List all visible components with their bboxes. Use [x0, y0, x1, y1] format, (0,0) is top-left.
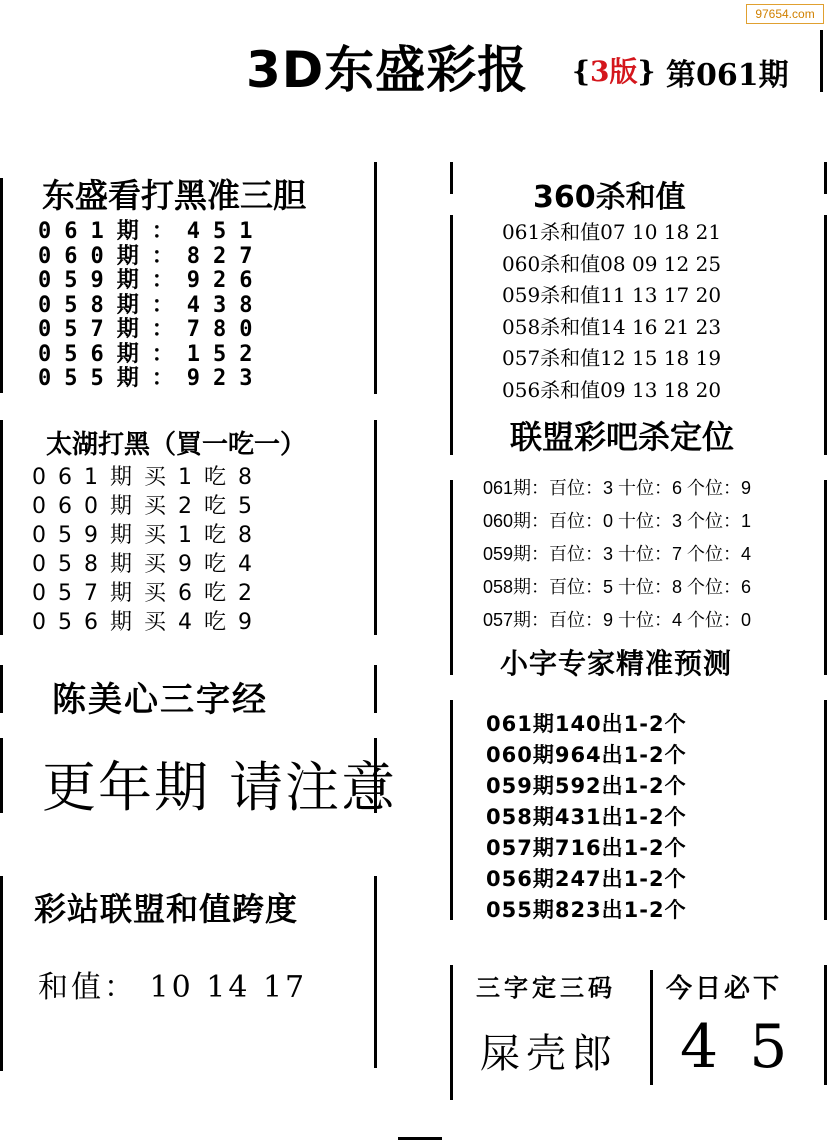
- caizhan-value: 和值： 10 14 17: [38, 970, 308, 1005]
- taihu-row: 059期买1吃8: [32, 523, 264, 548]
- xiaozi-row: 058期431出1-2个: [486, 805, 687, 829]
- divider: [374, 876, 377, 1068]
- xiaozi-row: 061期140出1-2个: [486, 712, 687, 736]
- xiaozi-row: 057期716出1-2个: [486, 836, 687, 860]
- dongsheng-row: 056期：152: [38, 341, 266, 367]
- divider: [0, 178, 3, 393]
- alliance-kill-row: 060期：百位：0 十位：3 个位：1: [483, 511, 752, 531]
- divider: [450, 215, 453, 455]
- chen-notice: 更年期 请注意: [42, 756, 398, 819]
- divider: [820, 30, 823, 92]
- divider: [374, 420, 377, 635]
- divider: [0, 665, 3, 713]
- divider: [0, 420, 3, 635]
- chen-title: 陈美心三字经: [52, 680, 268, 720]
- edition-label: 3版: [590, 55, 638, 88]
- kill-sum-row: 058杀和值14 16 21 23: [502, 314, 722, 339]
- alliance-kill-row: 057期：百位：9 十位：4 个位：0: [483, 610, 752, 630]
- taihu-row: 056期买4吃9: [32, 610, 264, 635]
- divider: [450, 700, 453, 920]
- kill-sum-row: 060杀和值08 09 12 25: [502, 251, 722, 276]
- alliance-kill-title: 联盟彩吧杀定位: [510, 418, 735, 456]
- xiaozi-title: 小字专家精准预测: [500, 647, 733, 680]
- sanzi-value: 屎壳郎: [480, 1031, 618, 1077]
- dongsheng-row: 059期：926: [38, 268, 266, 293]
- xiaozi-row: 055期823出1-2个: [486, 898, 687, 922]
- divider: [650, 970, 653, 1085]
- alliance-kill-row: 058期：百位：5 十位：8 个位：6: [483, 577, 752, 597]
- watermark: 97654.com: [746, 4, 824, 24]
- divider: [398, 1137, 442, 1140]
- divider: [0, 738, 3, 813]
- xiaozi-row: 060期964出1-2个: [486, 743, 687, 767]
- alliance-kill-row: 059期：百位：3 十位：7 个位：4: [483, 544, 752, 564]
- edition-open: {: [572, 55, 591, 88]
- kill-sum-row: 059杀和值11 13 17 20: [502, 283, 722, 307]
- kill-sum-row: 056杀和值09 13 18 20: [502, 377, 722, 402]
- divider: [374, 665, 377, 713]
- kill-sum-row: 057杀和值12 15 18 19: [502, 346, 722, 370]
- issue-number: 第061期: [666, 58, 789, 93]
- dongsheng-row: 061期：451: [38, 219, 266, 244]
- divider: [450, 480, 453, 675]
- xiaozi-row: 059期592出1-2个: [486, 774, 687, 798]
- taihu-row: 058期买9吃4: [32, 552, 264, 577]
- divider: [450, 162, 453, 194]
- edition-badge: [572, 50, 656, 90]
- edition-close: }: [637, 55, 656, 88]
- dongsheng-row: 057期：780: [38, 317, 266, 342]
- taihu-row: 061期买1吃8: [32, 465, 264, 490]
- taihu-title: 太湖打黑（買一吃一）: [46, 430, 307, 460]
- divider: [374, 162, 377, 394]
- kill-sum-row: 061杀和值07 10 18 21: [502, 220, 722, 244]
- divider: [0, 876, 3, 1071]
- divider: [450, 965, 453, 1100]
- taihu-row: 057期买6吃2: [32, 581, 264, 606]
- today-title: 今日必下: [666, 974, 783, 1004]
- dongsheng-row: 060期：827: [38, 243, 266, 269]
- taihu-row: 060期买2吃5: [32, 494, 264, 519]
- today-value: 4 5: [680, 1012, 794, 1082]
- page-title: 3D东盛彩报: [246, 41, 529, 99]
- xiaozi-row: 056期247出1-2个: [486, 867, 687, 891]
- alliance-kill-row: 061期：百位：3 十位：6 个位：9: [483, 478, 752, 498]
- sanzi-title: 三字定三码: [476, 974, 616, 1002]
- kill-sum-title: 360杀和值: [533, 180, 686, 215]
- caizhan-title: 彩站联盟和值跨度: [34, 890, 299, 928]
- dongsheng-title: 东盛看打黑准三胆: [42, 176, 306, 215]
- dongsheng-row: 055期：923: [38, 366, 266, 391]
- dongsheng-row: 058期：438: [38, 292, 266, 318]
